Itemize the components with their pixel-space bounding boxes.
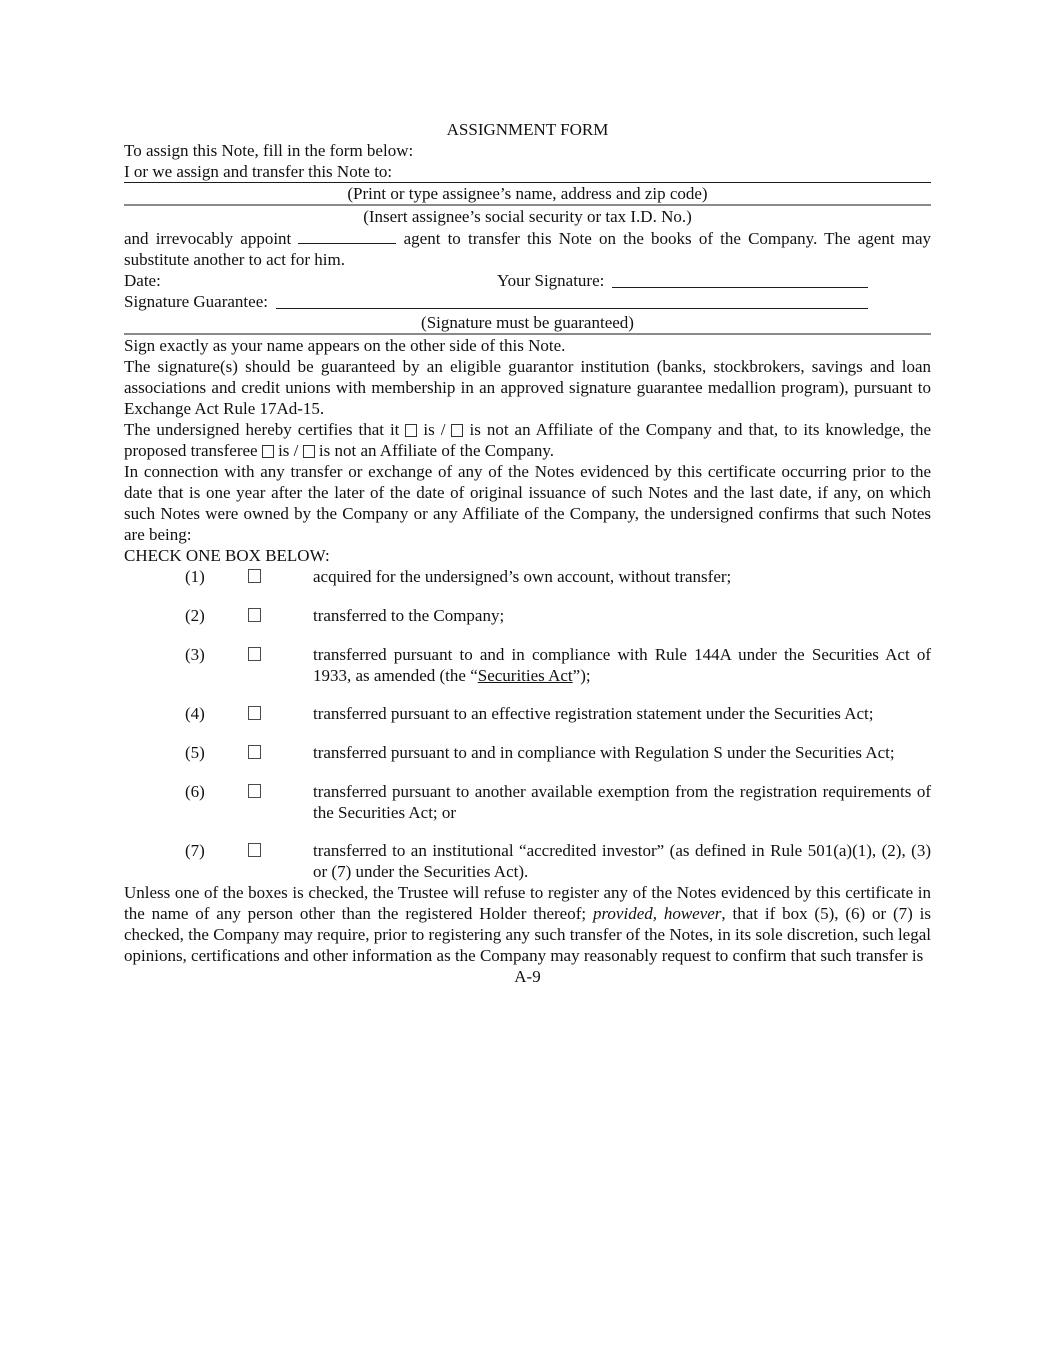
checkbox-icon [248, 647, 261, 661]
item-1-number: (1) [185, 567, 205, 586]
affiliate-text-5: is not an Affiliate of the Company. [318, 441, 555, 460]
item-2-number: (2) [185, 606, 205, 625]
transferee-is-not-affiliate-checkbox [303, 445, 315, 458]
check-one-box-heading: CHECK ONE BOX BELOW: [124, 546, 330, 565]
signature-guarantee-label: Signature Guarantee: [124, 292, 268, 311]
checkbox-item-7 [124, 840, 931, 882]
item-6-text: transferred pursuant to another available exemption from the registration requirements of the Securities Act; or [313, 782, 931, 822]
agent-name-blank-line [298, 227, 396, 244]
checkbox-icon [248, 706, 261, 720]
checkbox-item-2 [124, 605, 931, 627]
guarantor-paragraph: The signature(s) should be guaranteed by an eligible guarantor institution (banks, stockbrokers, savings and loan associations and credit unions with membership in an approved signature guarantee medallion program), pursuant to Exchange Act Rule 17Ad-15. [124, 357, 931, 418]
item-4-number: (4) [185, 704, 205, 723]
page-number: A-9 [514, 967, 541, 986]
checkbox-item-3 [124, 644, 931, 686]
checkbox-icon [248, 784, 261, 798]
closing-paragraph [124, 882, 931, 966]
item-3-text: transferred pursuant to and in compliance with Rule 144A under the Securities Act of 1933, as amended (the “Securities Act”); [313, 645, 931, 685]
assignee-name-caption: (Print or type assignee’s name, address and zip code) [347, 184, 708, 203]
your-signature-fill-line [612, 287, 868, 288]
transferee-is-affiliate-checkbox [262, 445, 274, 458]
checkbox-item-5 [124, 742, 931, 764]
checkbox-icon [248, 745, 261, 759]
date-label: Date: [124, 271, 161, 290]
transfer-connection-paragraph: In connection with any transfer or exchange of any of the Notes evidenced by this certificate occurring prior to the date that is one year after the later of the date of original issuance of such Notes and the last date, if any, on which such Notes were owned by the Company or any Affiliate of the Company, the undersigned confirms that such Notes are being: [124, 462, 931, 544]
provided-however-italic: provided, however [592, 904, 722, 923]
signature-guarantee-fill-line [276, 308, 868, 309]
your-signature-label: Your Signature: [497, 271, 605, 290]
item-5-text: transferred pursuant to and in compliance with Regulation S under the Securities Act; [313, 743, 895, 762]
sign-exactly-note: Sign exactly as your name appears on the other side of this Note. [124, 336, 566, 355]
item-3-number: (3) [185, 645, 205, 664]
date-and-signature-row [124, 270, 931, 291]
checkbox-icon [248, 569, 261, 583]
appoint-text-post: agent to transfer this Note on the books of the Company. The agent may substitute another to act for him. [124, 229, 932, 269]
appoint-agent-paragraph [124, 227, 931, 270]
affiliate-text-1: The undersigned hereby certifies that it [124, 420, 400, 439]
item-2-text: transferred to the Company; [313, 606, 505, 625]
affiliate-text-4: is / [278, 441, 299, 460]
checkbox-icon [248, 843, 261, 857]
checkbox-item-6 [124, 781, 931, 823]
closing-text-1: Unless one of the boxes is checked, the Trustee will refuse to register any of the Notes evidenced by this certificate in the name of any person other than the registered Holder thereof; [124, 883, 931, 923]
checkbox-list [124, 566, 931, 882]
checkbox-item-1 [124, 566, 931, 588]
item-7-number: (7) [185, 841, 205, 860]
appoint-text-pre: and irrevocably appoint [124, 229, 292, 248]
item-5-number: (5) [185, 743, 205, 762]
intro-line-1: To assign this Note, fill in the form below: [124, 141, 414, 160]
guarantee-caption: (Signature must be guaranteed) [421, 313, 634, 332]
is-not-affiliate-checkbox [451, 424, 463, 437]
affiliate-certification-paragraph [124, 419, 931, 461]
checkbox-icon [248, 608, 261, 622]
is-affiliate-checkbox [405, 424, 417, 437]
assignee-tax-id-caption: (Insert assignee’s social security or tax I.D. No.) [363, 207, 692, 226]
item-6-number: (6) [185, 782, 205, 801]
closing-text-2: , that if box (5), (6) or (7) is checked, the Company may require, prior to registering any such transfer of the Notes, in its sole discretion, such legal opinions, certifications and other information as the Company may reasonably request to confirm that such transfer is [124, 904, 932, 965]
item-7-text: transferred to an institutional “accredited investor” (as defined in Rule 501(a)(1), (2), (3) or (7) under the Securities Act). [313, 841, 931, 881]
page-title: ASSIGNMENT FORM [446, 120, 609, 139]
signature-guarantee-row [124, 291, 931, 312]
item-1-text: acquired for the undersigned’s own account, without transfer; [313, 567, 732, 586]
intro-line-2: I or we assign and transfer this Note to: [124, 162, 393, 181]
item-4-text: transferred pursuant to an effective registration statement under the Securities Act; [313, 704, 874, 723]
checkbox-item-4 [124, 703, 931, 725]
securities-act-defined-term: Securities Act [477, 666, 573, 685]
affiliate-text-2: is / [423, 420, 446, 439]
affiliate-text-3: is not an Affiliate of the Company and that, to its knowledge, the proposed transferee [124, 420, 932, 460]
